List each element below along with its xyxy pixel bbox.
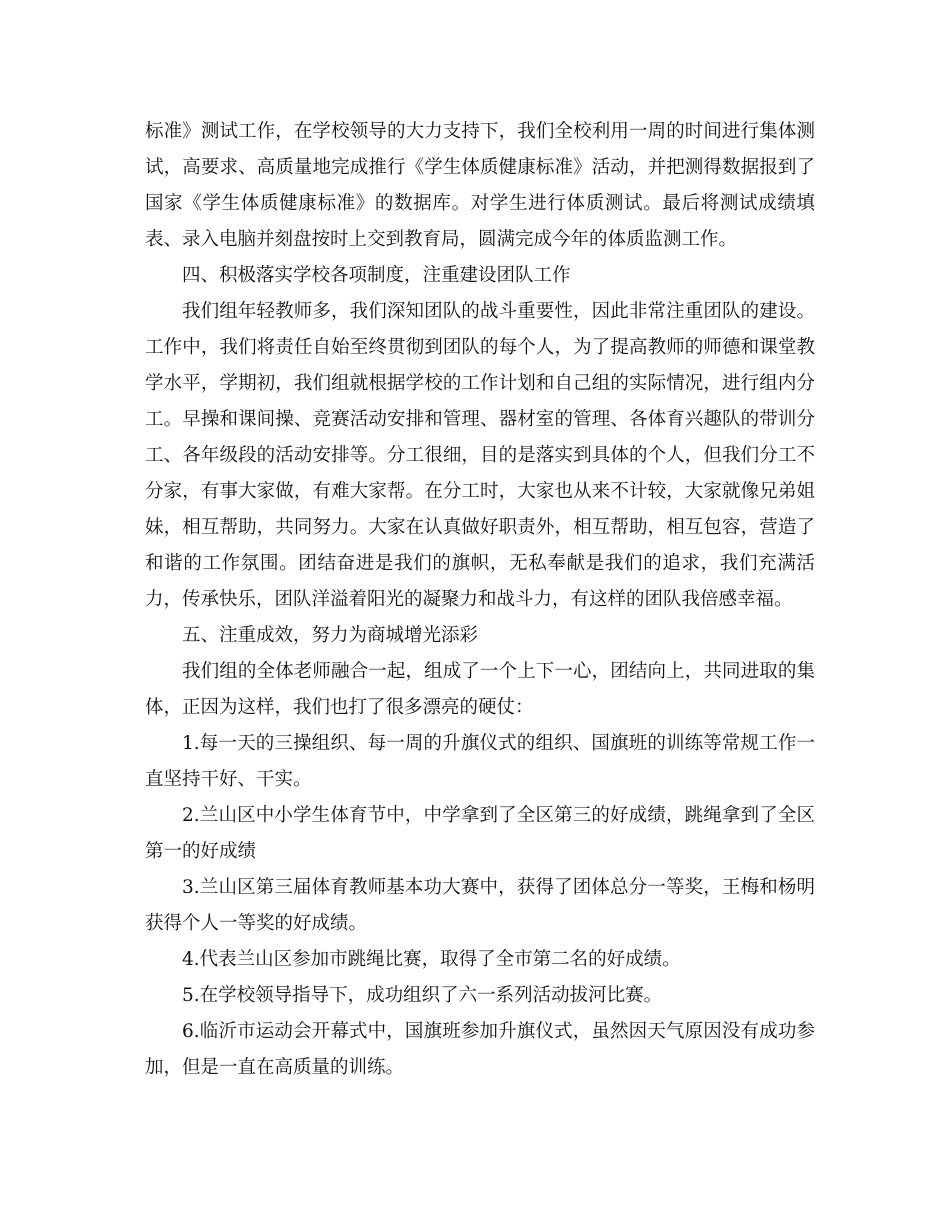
paragraph-team-building: 我们组年轻教师多，我们深知团队的战斗重要性，因此非常注重团队的建设。工作中，我们将责任自始至终贯彻到团队的每个人，为了提高教师的师德和课堂教学水平，学期初，我们组就根据学校的工作计划和自己组的实际情况，进行组内分工。早操和课间操、竞赛活动安排和管理、器材室的管理、各体育兴趣队的带训分工、各年级段的活动安排等。分工很细，目的是落实到具体的个人，但我们分工不分家，有事大家做，有难大家帮。在分工时，大家也从来不计较，大家就像兄弟姐妹，相互帮助，共同努力。大家在认真做好职责外，相互帮助，相互包容，营造了和谐的工作氛围。团结奋进是我们的旗帜，无私奉献是我们的追求，我们充满活力，传承快乐，团队洋溢着阳光的凝聚力和战斗力，有这样的团队我倍感幸福。 <box>145 301 815 610</box>
heading-section-4: 四、积极落实学校各项制度，注重建设团队工作 <box>182 265 571 286</box>
list-item-2: 2.兰山区中小学生体育节中，中学拿到了全区第三的好成绩，跳绳拿到了全区第一的好成绩 <box>145 805 815 862</box>
list-item-5: 5.在学校领导指导下，成功组织了六一系列活动拔河比赛。 <box>182 985 663 1006</box>
list-item-6: 6.临沂市运动会开幕式中，国旗班参加升旗仪式，虽然因天气原因没有成功参加，但是一直在高质量的训练。 <box>145 1021 815 1078</box>
list-item-1: 1.每一天的三操组织、每一周的升旗仪式的组织、国旗班的训练等常规工作一直坚持干好、干实。 <box>145 733 815 790</box>
document-body <box>145 114 815 1086</box>
paragraph-achievements-intro: 我们组的全体老师融合一起，组成了一个上下一心，团结向上，共同进取的集体，正因为这样，我们也打了很多漂亮的硬仗： <box>145 661 815 718</box>
paragraph-1: 标准》测试工作，在学校领导的大力支持下，我们全校利用一周的时间进行集体测试，高要求、高质量地完成推行《学生体质健康标准》活动，并把测得数据报到了国家《学生体质健康标准》的数据库。对学生进行体质测试。最后将测试成绩填表、录入电脑并刻盘按时上交到教育局，圆满完成今年的体质监测工作。 <box>145 121 815 250</box>
heading-section-5: 五、注重成效，努力为商城增光添彩 <box>182 625 479 646</box>
list-item-3: 3.兰山区第三届体育教师基本功大赛中，获得了团体总分一等奖，王梅和杨明获得个人一等奖的好成绩。 <box>145 877 815 934</box>
list-item-4: 4.代表兰山区参加市跳绳比赛，取得了全市第二名的好成绩。 <box>182 949 681 970</box>
